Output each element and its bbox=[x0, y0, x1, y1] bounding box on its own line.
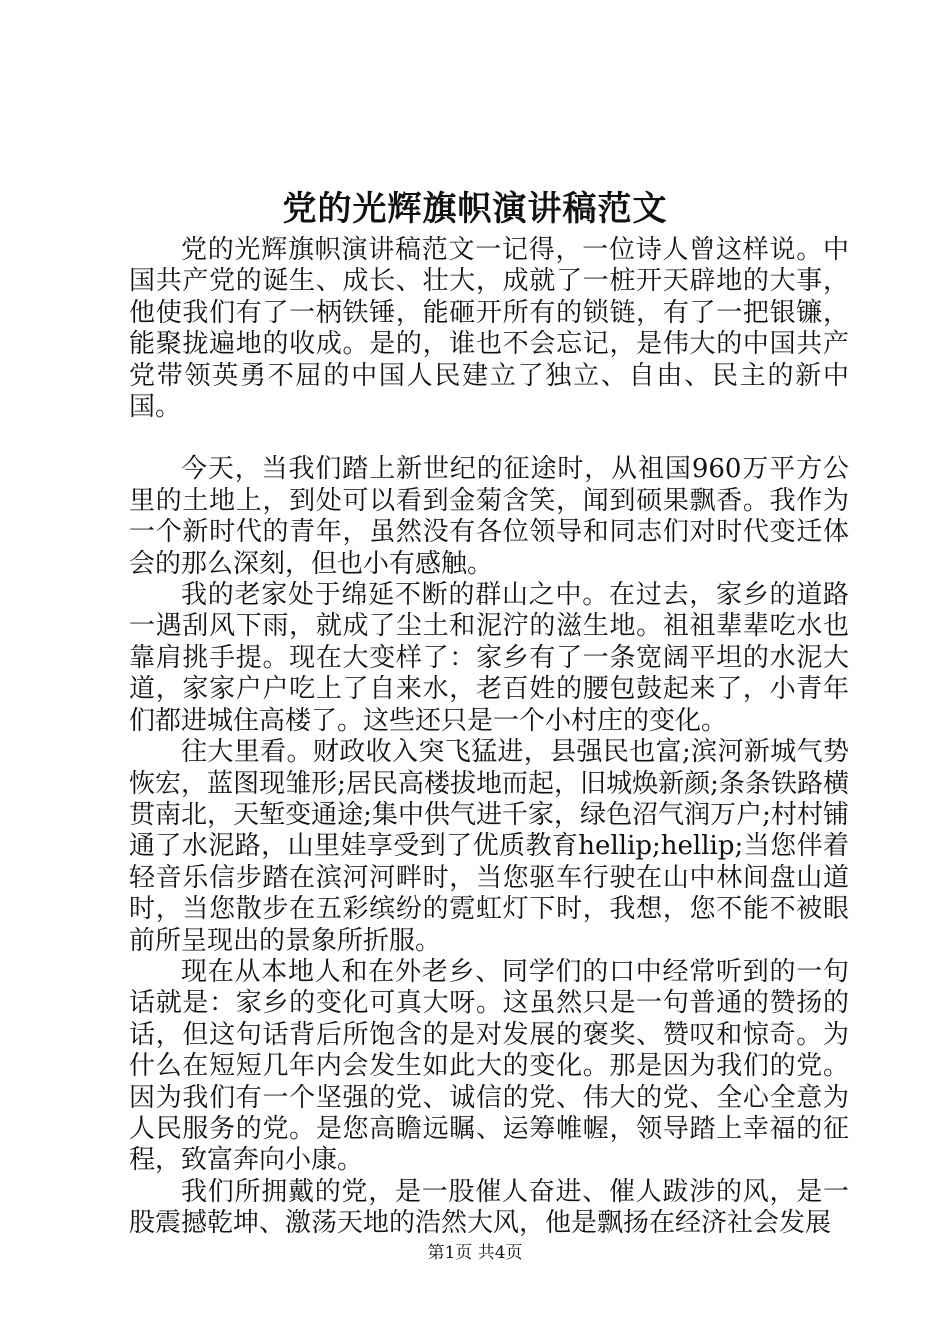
paragraph-2: 今天，当我们踏上新世纪的征途时，从祖国960万平方公里的土地上，到处可以看到金菊含笑，闻到硕果飘香。我作为一个新时代的青年，虽然没有各位领导和同志们对时代变迁体会的那么深刻，但也小有感触。 bbox=[129, 454, 849, 579]
paragraph-3: 我的老家处于绵延不断的群山之中。在过去，家乡的道路一遇刮风下雨，就成了尘土和泥泞的滋生地。祖祖辈辈吃水也靠肩挑手提。现在大变样了：家乡有了一条宽阔平坦的水泥大道，家家户户吃上了自来水，老百姓的腰包鼓起来了，小青年们都进城住高楼了。这些还只是一个小村庄的变化。 bbox=[129, 580, 849, 736]
paragraph-5: 现在从本地人和在外老乡、同学们的口中经常听到的一句话就是：家乡的变化可真大呀。这虽然只是一句普通的赞扬的话，但这句话背后所饱含的是对发展的褒奖、赞叹和惊奇。为什么在短短几年内会发生如此大的变化。那是因为我们的党。因为我们有一个坚强的党、诚信的党、伟大的党、全心全意为人民服务的党。是您高瞻远瞩、运筹帷幄，领导踏上幸福的征程，致富奔向小康。 bbox=[129, 956, 849, 1176]
page-number-footer: 第1页 共4页 bbox=[427, 1243, 523, 1263]
document-body bbox=[129, 235, 849, 1240]
paragraph-4: 往大里看。财政收入突飞猛进，县强民也富;滨河新城气势恢宏，蓝图现雏形;居民高楼拔地而起，旧城焕新颜;条条铁路横贯南北，天堑变通途;集中供气进千家，绿色沼气润万户;村村铺通了水泥路，山里娃享受到了优质教育hellip;hellip;当您伴着轻音乐信步踏在滨河河畔时，当您驱车行驶在山中林间盘山道时，当您散步在五彩缤纷的霓虹灯下时，我想，您不能不被眼前所呈现出的景象所折服。 bbox=[129, 737, 849, 956]
paragraph-6: 我们所拥戴的党，是一股催人奋进、催人跋涉的风，是一股震撼乾坤、激荡天地的浩然大风，他是飘扬在经济社会发展 bbox=[129, 1176, 849, 1239]
paragraph-1: 党的光辉旗帜演讲稿范文一记得，一位诗人曾这样说。中国共产党的诞生、成长、壮大，成就了一桩开天辟地的大事，他使我们有了一柄铁锤，能砸开所有的锁链，有了一把银镰，能聚拢遍地的收成。是的，谁也不会忘记，是伟大的中国共产党带领英勇不屈的中国人民建立了独立、自由、民主的新中国。 bbox=[129, 235, 849, 423]
document-title: 党的光辉旗帜演讲稿范文 bbox=[282, 189, 668, 229]
